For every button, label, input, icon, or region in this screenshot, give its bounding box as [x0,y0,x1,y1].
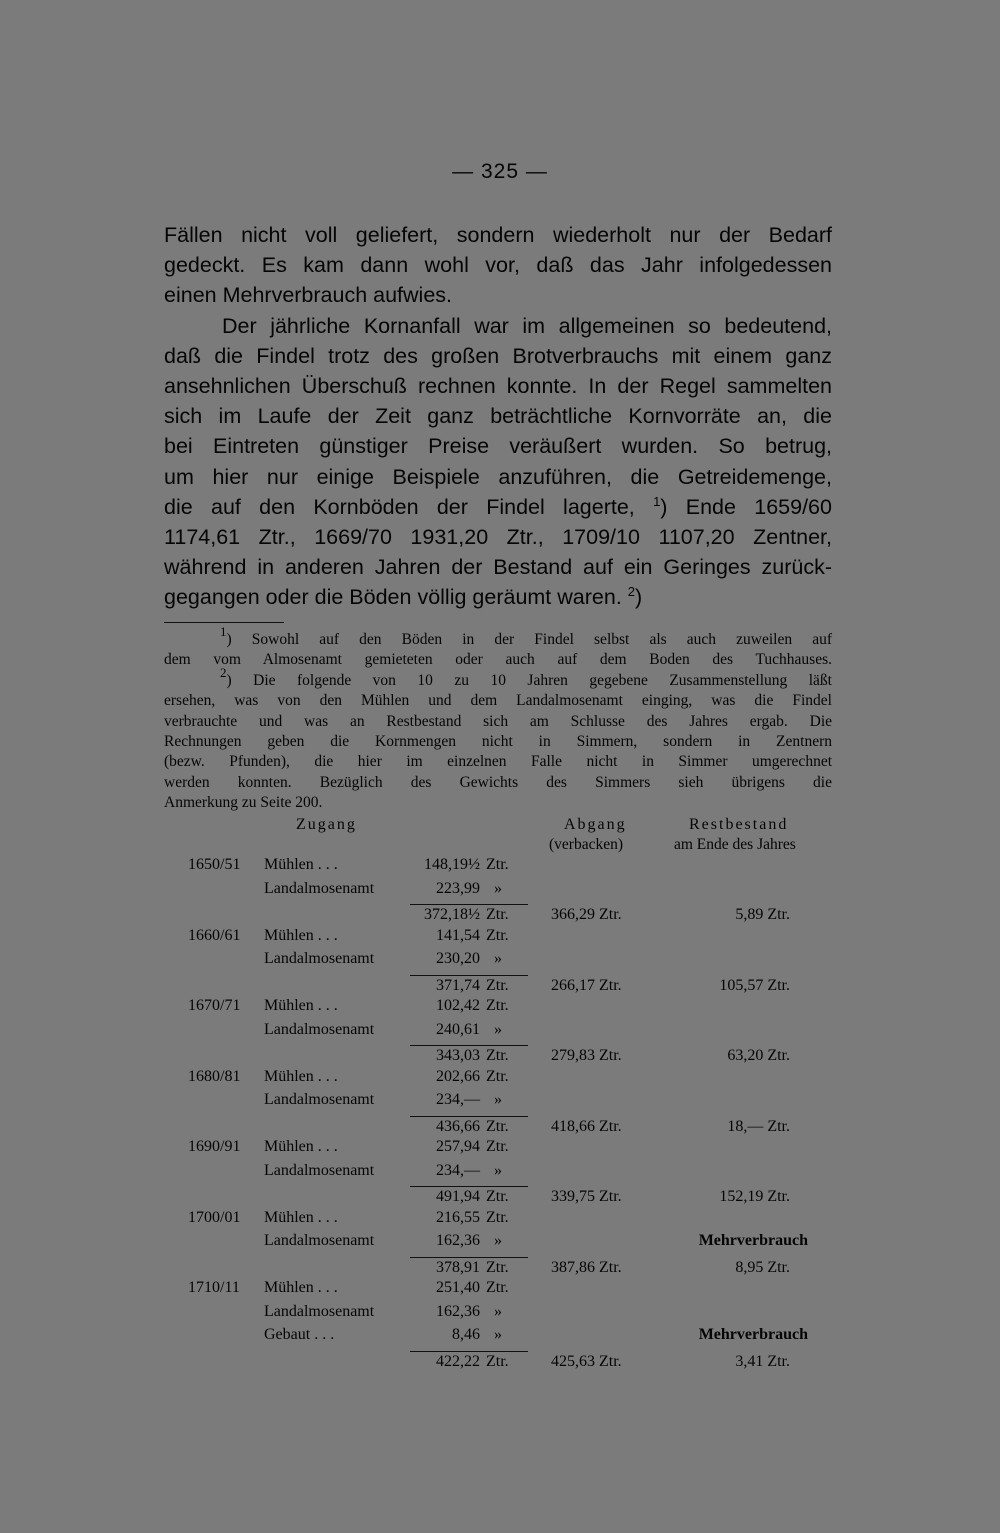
footnote-line: dem vom Almosenamt gemieteten oder auch auf dem Boden des Tuchhauses. [164,651,832,669]
footnote-ref-2: 2 [627,584,636,600]
source-value: 251,40 [436,1279,480,1296]
source-value: 216,55 [436,1208,480,1226]
source-unit: » [494,1020,502,1038]
year-label: 1660/61 [188,926,241,944]
sum-value: 371,74 [436,976,480,994]
footnote-text: ) Sowohl auf den Böden in der Findel selbst als auch zuweilen auf [226,631,832,648]
source-unit: » [494,950,502,967]
source-label: Landalmosenamt [264,879,375,897]
source-label: Gebaut . . . [264,1326,335,1343]
source-label: Mühlen . . . [264,1138,338,1155]
body-line: Fällen nicht voll geliefert, sondern wiederholt nur der Bedarf [164,223,832,247]
rest-value: 63,20 Ztr. [727,1047,790,1064]
source-label: Mühlen . . . [264,1208,338,1226]
footnote-line: werden konnten. Bezüglich des Gewichts des Simmers sieh übrigens die [164,773,832,791]
rest-value: 5,89 Ztr. [735,906,790,923]
source-value: 141,54 [436,926,480,944]
source-label: Mühlen . . . [264,997,338,1014]
body-line-text: gegangen oder die Böden völlig geräumt waren. [164,585,622,610]
rest-value: 8,95 Ztr. [735,1258,790,1276]
sum-unit: Ztr. [486,976,509,994]
footnote-line: ersehen, was von den Mühlen und dem Landalmosenamt einging, was die Findel [164,692,832,710]
abgang-value: 425,63 Ztr. [551,1352,622,1370]
sum-rule [410,1116,528,1117]
sum-value: 491,94 [436,1188,480,1205]
source-value: 8,46 [452,1326,480,1343]
sum-unit: Ztr. [486,1117,509,1135]
footnote-line: (bezw. Pfunden), die hier im einzelnen Falle nicht in Simmer umgerechnet [164,753,832,771]
sum-unit: Ztr. [486,1258,509,1276]
sum-value: 422,22 [436,1352,480,1370]
sum-rule [410,1351,528,1352]
year-label: 1690/91 [188,1138,241,1155]
sum-rule [410,1045,528,1046]
source-unit: » [494,1161,502,1179]
footnote-text: ) Die folgende von 10 zu 10 Jahren gegebene Zusammenstellung läßt [226,671,832,689]
header-zugang: Zugang [296,816,357,833]
rest-note: Mehrverbrauch [698,1326,808,1343]
footnote-mark-1: 1 [220,624,227,639]
source-value: 162,36 [436,1302,480,1320]
page-number: — 325 — [452,160,548,183]
footnote-line: Anmerkung zu Seite 200. [164,794,323,812]
body-line: daß die Findel trotz des großen Brotverbrauchs mit einem ganz [164,343,832,368]
body-line: gedeckt. Es kam dann wohl vor, daß das Jahr infolgedessen [164,253,832,278]
rest-value: 3,41 Ztr. [735,1352,790,1370]
source-value: 234,— [436,1161,480,1179]
sum-rule [410,975,528,976]
sum-unit: Ztr. [486,1352,509,1370]
source-value: 162,36 [436,1232,480,1249]
header-abgang-sub: (verbacken) [549,836,624,853]
footnote-ref-1: 1 [653,493,661,509]
sum-unit: Ztr. [486,1188,509,1205]
body-line: Der jährliche Kornanfall war im allgemeinen so bedeutend, [222,313,832,338]
source-unit: Ztr. [486,926,509,944]
source-label: Landalmosenamt [264,950,375,967]
source-label: Landalmosenamt [264,1302,375,1320]
body-line: gegangen oder die Böden völlig geräumt waren. $^2$) [164,584,643,610]
source-value: 234,— [436,1091,480,1108]
source-label: Mühlen . . . [264,1067,338,1085]
sum-rule [410,1257,528,1258]
source-unit: » [494,1091,502,1108]
source-label: Mühlen . . . [264,1279,338,1296]
header-restbestand: Restbestand [689,816,789,833]
year-label: 1710/11 [188,1279,240,1296]
sum-value: 378,91 [436,1258,480,1276]
sum-rule [410,904,528,905]
year-label: 1670/71 [188,997,241,1014]
source-value: 230,20 [436,950,480,967]
footnote-mark-2: 2 [220,664,227,680]
source-label: Landalmosenamt [264,1091,375,1108]
body-line: sich im Laufe der Zeit ganz beträchtliche Kornvorräte an, die [164,404,832,429]
source-value: 148,19½ [424,856,480,873]
sum-value: 436,66 [436,1117,480,1135]
source-unit: Ztr. [486,1208,509,1226]
abgang-value: 279,83 Ztr. [551,1047,622,1064]
source-value: 223,99 [436,879,480,897]
source-label: Landalmosenamt [264,1020,375,1038]
source-unit: Ztr. [486,997,509,1014]
year-label: 1700/01 [188,1208,241,1226]
source-label: Landalmosenamt [264,1161,375,1179]
sum-unit: Ztr. [486,1047,509,1064]
rest-value: 105,57 Ztr. [719,976,790,994]
abgang-value: 387,86 Ztr. [551,1258,622,1276]
sum-unit: Ztr. [486,906,509,923]
body-line: ansehnlichen Überschuß rechnen konnte. In der Regel sammelten [164,374,832,399]
body-line: während in anderen Jahren der Bestand auf ein Geringes zurück- [164,555,832,580]
source-unit: » [494,1232,502,1249]
source-label: Mühlen . . . [264,856,338,873]
body-line: bei Eintreten günstiger Preise veräußert wurden. So betrug, [164,434,832,459]
source-unit: Ztr. [486,1138,509,1155]
rest-value: 18,— Ztr. [727,1117,790,1135]
source-unit: » [494,1302,502,1320]
footnote-line: Rechnungen geben die Kornmengen nicht in Simmern, sondern in Zentnern [164,733,832,751]
body-line-tail: ) Ende 1659/60 [660,494,832,519]
rest-note: Mehrverbrauch [698,1232,808,1249]
body-line: 1174,61 Ztr., 1669/70 1931,20 Ztr., 1709/10 1107,20 Zentner, [164,525,832,550]
header-abgang: Abgang [564,816,627,833]
header-restbestand-sub: am Ende des Jahres [674,836,796,853]
abgang-value: 418,66 Ztr. [551,1117,622,1135]
source-value: 257,94 [436,1138,480,1155]
year-label: 1650/51 [188,856,241,873]
sum-value: 343,03 [436,1047,480,1064]
source-unit: » [494,1326,502,1343]
source-value: 202,66 [436,1067,480,1085]
abgang-value: 366,29 Ztr. [551,906,622,923]
source-value: 240,61 [436,1020,480,1038]
source-value: 102,42 [436,997,480,1014]
rest-value: 152,19 Ztr. [719,1188,790,1205]
abgang-value: 266,17 Ztr. [551,976,622,994]
year-label: 1680/81 [188,1067,241,1085]
source-unit: Ztr. [486,856,509,873]
sum-rule [410,1186,528,1187]
body-line: um hier nur einige Beispiele anzuführen, die Getreidemenge, [164,464,832,489]
footnote-line: verbrauchte und was an Restbestand sich am Schlusse des Jahres ergab. Die [164,712,832,730]
source-label: Mühlen . . . [264,926,338,944]
source-unit: Ztr. [486,1067,509,1085]
source-unit: Ztr. [486,1279,509,1296]
body-line: einen Mehrverbrauch aufwies. [164,283,453,308]
source-label: Landalmosenamt [264,1232,375,1249]
sum-value: 372,18½ [424,906,480,923]
abgang-value: 339,75 Ztr. [551,1188,622,1205]
source-unit: » [494,879,502,897]
body-line-text: die auf den Kornböden der Findel lagerte, [164,494,635,519]
